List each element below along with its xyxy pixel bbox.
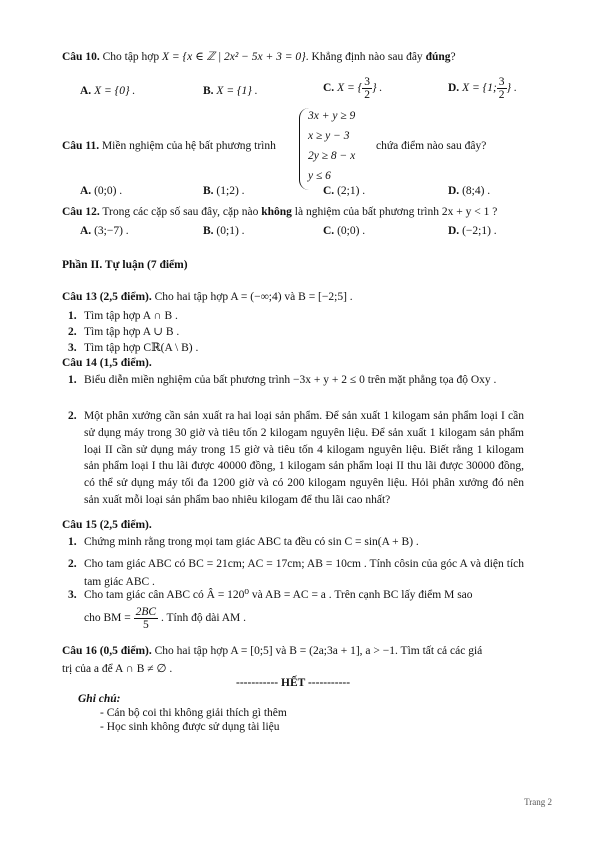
question-10-label: Câu 10. [62, 51, 100, 63]
page-number: Trang 2 [524, 797, 552, 807]
q15-item-1 [68, 535, 524, 551]
option-text: (0;0) . [94, 185, 123, 197]
denominator: 5 [142, 619, 149, 632]
item-text: . Tính độ dài AM . [160, 612, 247, 625]
end-marker: ----------- HẾT ----------- [236, 677, 351, 689]
question-11-text-b: chứa điểm nào sau đây? [376, 140, 487, 152]
option-text: (3;−7) . [94, 225, 129, 237]
inequality: 2y ≥ 8 − x [308, 150, 356, 162]
item-text: Tìm tập hợp A ∪ B . [84, 326, 180, 338]
question-10-text-b: . Khẳng định nào sau đây [305, 51, 423, 63]
question-12 [62, 205, 497, 221]
option-text: X = {1} . [216, 85, 258, 97]
notes-line-1: - Cán bộ coi thi không giải thích gì thêm [100, 707, 287, 719]
fraction [134, 606, 158, 631]
q12-option-d [448, 224, 497, 240]
option-text: (1;2) . [216, 185, 245, 197]
item-number: 2. [68, 410, 77, 422]
option-text: X = { [337, 82, 363, 95]
q11-option-c [323, 184, 365, 200]
fraction [497, 76, 507, 101]
option-label: D. [448, 82, 460, 95]
numerator: 3 [498, 76, 505, 88]
numerator: 2BC [135, 606, 157, 618]
question-10-emphasis: đúng [425, 51, 451, 63]
question-16-label: Câu 16 (0,5 điểm). [62, 645, 152, 657]
question-16-text-a: Cho hai tập hợp A = [0;5] và B = (2a;3a + 1], a > −1. Tìm tất cả các giá [154, 645, 483, 657]
q13-item-1 [68, 309, 524, 325]
question-13-text: Cho hai tập hợp A = (−∞;4) và B = [−2;5] . [154, 291, 353, 303]
item-number: 2. [68, 326, 77, 338]
question-16 [62, 644, 482, 660]
q10-option-a [80, 84, 135, 100]
question-11-label: Câu 11. [62, 140, 100, 152]
item-text: Cho tam giác cân ABC có Â = 120⁰ và AB = AC = a . Trên cạnh BC lấy điểm M sao [84, 589, 473, 601]
option-text: (2;1) . [337, 185, 366, 197]
question-13-label: Câu 13 (2,5 điểm). [62, 291, 152, 303]
option-label: A. [80, 185, 92, 197]
option-text: X = {1; [462, 82, 497, 95]
option-label: A. [80, 225, 92, 237]
question-12-emphasis: không [261, 206, 292, 218]
question-10-set: X = {x ∈ ℤ | 2x² − 5x + 3 = 0} [162, 51, 306, 63]
question-13 [62, 290, 353, 306]
item-text: cho BM = [84, 612, 131, 625]
option-label: C. [323, 82, 335, 95]
denominator: 2 [498, 89, 505, 102]
question-11 [62, 139, 276, 155]
q12-option-c [323, 224, 365, 240]
option-text: X = {0} . [94, 85, 136, 97]
option-text: } . [506, 82, 517, 95]
option-label: B. [203, 185, 214, 197]
q12-option-a [80, 224, 129, 240]
inequality: x ≥ y − 3 [308, 130, 350, 142]
q13-item-3 [68, 341, 524, 357]
q15-item-3-cont [84, 606, 524, 631]
q12-option-b [203, 224, 245, 240]
question-10-text-a: Cho tập hợp [102, 51, 160, 63]
inequality: y ≤ 6 [308, 170, 331, 182]
option-label: D. [448, 225, 460, 237]
option-label: D. [448, 185, 460, 197]
item-number: 1. [68, 310, 77, 322]
item-text: Biểu diễn miền nghiệm của bất phương trình −3x + y + 2 ≤ 0 trên mặt phẳng tọa độ Oxy . [84, 374, 497, 386]
option-text: (8;4) . [462, 185, 491, 197]
item-text: Tìm tập hợp Cℝ(A \ B) . [84, 342, 199, 354]
option-label: C. [323, 185, 335, 197]
q10-option-b [203, 84, 258, 100]
item-text: Một phân xưởng cần sản xuất ra hai loại sản phẩm. Để sản xuất 1 kilogam sản phẩm loại I cần sử dụng máy trong 30 giờ và tiêu tốn 2 kilogam nguyên liệu. Để sản xuất 1 kilogam sản phẩm loại II cần sử dụng máy trong 15 giờ và tiêu tốn 4 kilogam nguyên liệu. Biết rằng 1 kilogam sản phẩm loại I thu lãi được 40000 đồng, 1 kilogam sản phẩm loại II thu lãi được 30000 đồng, có thể sử dụng máy tối đa 1200 giờ và có 200 kilogam nguyên liệu. Hỏi phân xưởng đó nên sản xuất mỗi loại sản phẩm bao nhiêu kilogam để thu lãi cao nhất? [84, 410, 524, 506]
question-16-text-b: trị của a để A ∩ B ≠ ∅ . [62, 663, 173, 675]
q15-item-2 [68, 555, 524, 591]
option-label: A. [80, 85, 92, 97]
notes-title: Ghi chú: [78, 693, 121, 705]
item-number: 3. [68, 342, 77, 354]
q10-option-c [323, 76, 382, 101]
question-14-label: Câu 14 (1,5 điểm). [62, 357, 152, 369]
denominator: 2 [364, 89, 370, 102]
question-12-text-a: Trong các cặp số sau đây, cặp nào [102, 206, 259, 218]
question-12-label: Câu 12. [62, 206, 100, 218]
q13-item-2 [68, 325, 524, 341]
question-12-text-b: là nghiệm của bất phương trình 2x + y < 1 ? [294, 206, 498, 218]
numerator: 3 [364, 76, 370, 88]
fraction [362, 76, 372, 101]
item-number: 2. [68, 558, 77, 570]
option-text: } . [371, 82, 383, 95]
item-number: 3. [68, 589, 77, 601]
q14-item-1 [68, 372, 524, 389]
inequality-system [299, 108, 370, 190]
question-11-text-a: Miền nghiệm của hệ bất phương trình [101, 140, 276, 152]
notes-line-2: - Học sinh không được sử dụng tài liệu [100, 721, 280, 733]
option-label: C. [323, 225, 335, 237]
q15-item-3 [68, 588, 524, 604]
question-15-label: Câu 15 (2,5 điểm). [62, 519, 152, 531]
option-text: (0;1) . [216, 225, 245, 237]
q10-option-d [448, 76, 517, 101]
question-10 [62, 50, 456, 66]
question-10-text-c: ? [450, 51, 456, 63]
part-2-heading: Phần II. Tự luận (7 điểm) [62, 259, 188, 271]
inequality: 3x + y ≥ 9 [308, 110, 356, 122]
item-text: Tìm tập hợp A ∩ B . [84, 310, 178, 322]
option-label: B. [203, 225, 214, 237]
option-label: B. [203, 85, 214, 97]
q14-item-2 [68, 408, 524, 509]
q11-option-a [80, 184, 122, 200]
item-text: Cho tam giác ABC có BC = 21cm; AC = 17cm; AB = 10cm . Tính côsin của góc A và diện tích tam giác ABC . [84, 558, 524, 588]
item-number: 1. [68, 374, 77, 386]
q11-option-d [448, 184, 490, 200]
option-text: (−2;1) . [462, 225, 497, 237]
item-number: 1. [68, 536, 77, 548]
option-text: (0;0) . [337, 225, 366, 237]
item-text: Chứng minh rằng trong mọi tam giác ABC ta đều có sin C = sin(A + B) . [84, 536, 419, 548]
q11-option-b [203, 184, 245, 200]
